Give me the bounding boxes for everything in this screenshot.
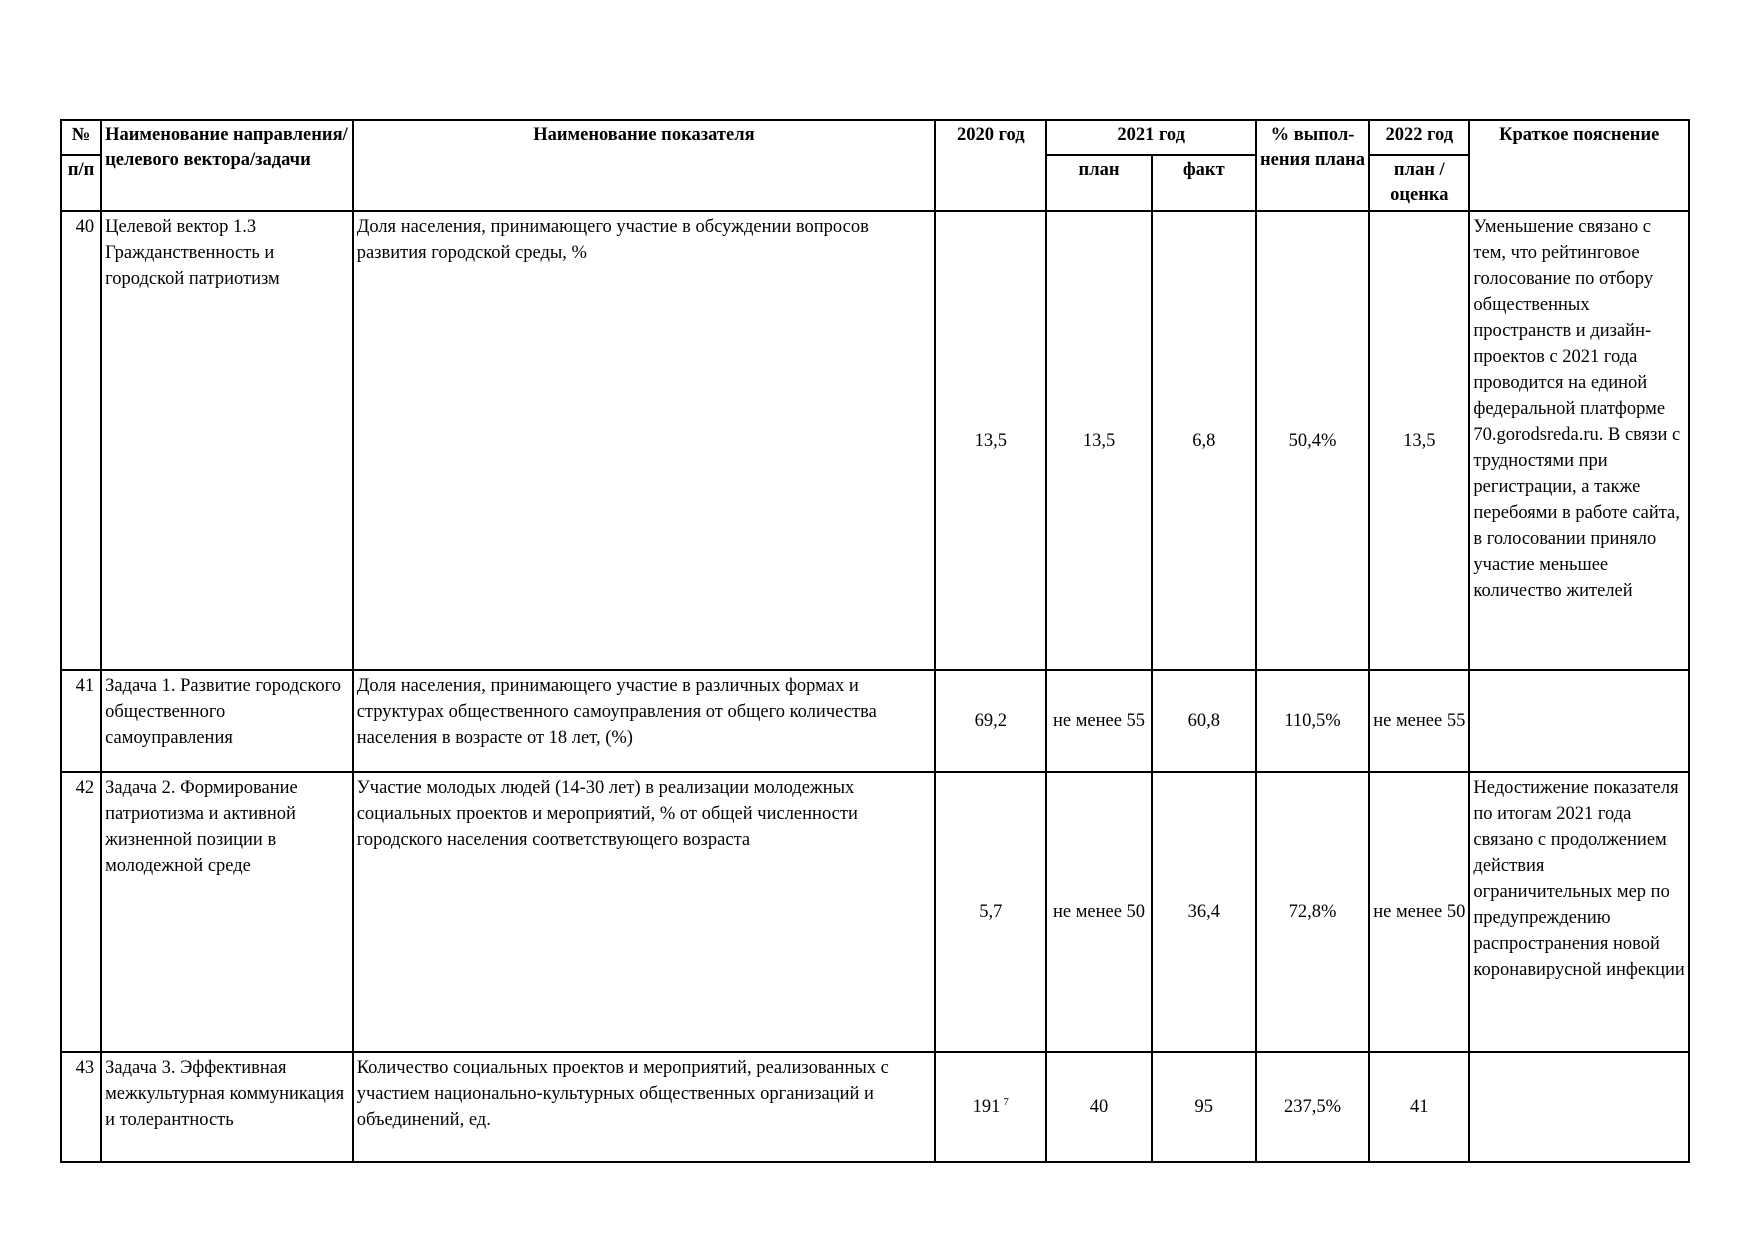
table-row: [61, 211, 1689, 670]
header-row-1: [61, 120, 1689, 155]
row-value-2020: 191: [972, 1097, 1001, 1117]
row-indicator: Доля населения, принимающего участие в различных формах и структурах общественного самоуправления от общего количества населения в возрасте от 18 лет, (%): [353, 670, 935, 772]
row-fact-2021: 36,4: [1152, 772, 1256, 1052]
header-percent: % выпол-нения плана: [1256, 120, 1369, 211]
row-percent: 237,5%: [1256, 1052, 1369, 1162]
row-note: Уменьшение связано с тем, что рейтинговое голосование по отбору общественных пространств и дизайн-проектов с 2021 года проводится на единой федеральной платформе 70.gorodsreda.ru. В связи с трудностями при регистрации, а также перебоями в работе сайта, в голосовании приняло участие меньшее количество жителей: [1469, 211, 1689, 670]
row-value-2020: 69,2: [935, 670, 1046, 772]
header-num-top: №: [61, 120, 101, 155]
table-row: [61, 1052, 1689, 1162]
row-percent: 50,4%: [1256, 211, 1369, 670]
row-indicator: Участие молодых людей (14-30 лет) в реализации молодежных социальных проектов и мероприятий, % от общей численности городского населения соответствующего возраста: [353, 772, 935, 1052]
row-plan-2022: не менее 55: [1369, 670, 1469, 772]
header-note: Краткое пояснение: [1469, 120, 1689, 211]
row-number: 42: [61, 772, 101, 1052]
row-value-2020: 5,7: [935, 772, 1046, 1052]
row-plan-2022: 41: [1369, 1052, 1469, 1162]
table-row: [61, 670, 1689, 772]
row-indicator: Доля населения, принимающего участие в обсуждении вопросов развития городской среды, %: [353, 211, 935, 670]
header-year-2020: 2020 год: [935, 120, 1046, 211]
row-fact-2021: 60,8: [1152, 670, 1256, 772]
row-plan-2021: 40: [1046, 1052, 1151, 1162]
row-plan-2021: 13,5: [1046, 211, 1151, 670]
row-note: [1469, 1052, 1689, 1162]
footnote-marker: 7: [1003, 1095, 1009, 1108]
header-num-bottom: п/п: [61, 155, 101, 211]
header-plan-2021: план: [1046, 155, 1151, 211]
header-year-2022: 2022 год: [1369, 120, 1469, 155]
row-percent: 110,5%: [1256, 670, 1369, 772]
indicators-table: [60, 119, 1690, 1163]
table-row: [61, 772, 1689, 1052]
row-percent: 72,8%: [1256, 772, 1369, 1052]
row-plan-2022: не менее 50: [1369, 772, 1469, 1052]
row-fact-2021: 6,8: [1152, 211, 1256, 670]
row-number: 40: [61, 211, 101, 670]
header-direction: Наименование направления/целевого вектора/задачи: [101, 120, 353, 211]
row-direction: Задача 2. Формирование патриотизма и активной жизненной позиции в молодежной среде: [101, 772, 353, 1052]
row-value-2020-cell: [935, 1052, 1046, 1162]
row-plan-2021: не менее 50: [1046, 772, 1151, 1052]
header-year-2021: 2021 год: [1046, 120, 1256, 155]
row-note: [1469, 670, 1689, 772]
header-fact-2021: факт: [1152, 155, 1256, 211]
header-plan-estimate-2022: план / оценка: [1369, 155, 1469, 211]
row-note: Недостижение показателя по итогам 2021 года связано с продолжением действия ограничительных мер по предупреждению распространения новой коронавирусной инфекции: [1469, 772, 1689, 1052]
row-plan-2022: 13,5: [1369, 211, 1469, 670]
header-indicator: Наименование показателя: [353, 120, 935, 211]
row-fact-2021: 95: [1152, 1052, 1256, 1162]
row-direction: Задача 3. Эффективная межкультурная коммуникация и толерантность: [101, 1052, 353, 1162]
row-indicator: Количество социальных проектов и мероприятий, реализованных с участием национально-культурных общественных организаций и объединений, ед.: [353, 1052, 935, 1162]
row-direction: Задача 1. Развитие городского общественного самоуправления: [101, 670, 353, 772]
row-direction: Целевой вектор 1.3 Гражданственность и городской патриотизм: [101, 211, 353, 670]
row-number: 43: [61, 1052, 101, 1162]
row-plan-2021: не менее 55: [1046, 670, 1151, 772]
row-value-2020: 13,5: [935, 211, 1046, 670]
row-number: 41: [61, 670, 101, 772]
